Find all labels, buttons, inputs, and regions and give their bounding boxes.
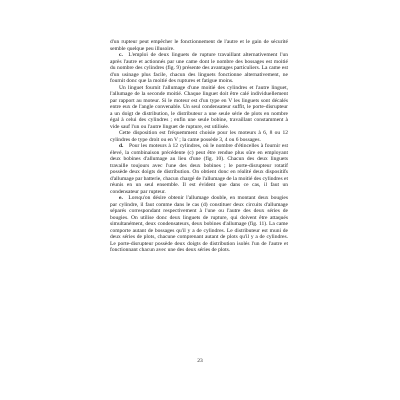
paragraph-4: [110, 130, 288, 143]
paragraph-4-text: Cette disposition est fréquemment choisie pour les moteurs à 6, 8 ou 12 cylindres de type droit ou en V ; la came possède 3, 4 ou 6 bossages.: [110, 130, 288, 143]
paragraph-3-text: Un linguet fournit l'allumage d'une moitié des cylindres et l'autre linguet, l'allumage de la seconde moitié. Chaque linguet doit être calé individuellement par rapport au moteur. Si le moteur est d'un type en V les linguets sont décalés entre eux de l'angle convenable. Un seul condensateur suffit, le porte-disrupteur a un doigt de distribution, le distributeur a une seule série de plots en nombre égal à celui des cylindres ; enfin une seule bobine, travaillant constamment à vide sauf l'un ou l'autre linguet de rupture, est utilisée.: [110, 84, 288, 130]
paragraph-1-text: d'un rupteur peut empêcher le fonctionnement de l'autre et le gain de sécurité semble quelque peu illusoire.: [110, 39, 288, 52]
paragraph-e: [110, 195, 288, 254]
paragraph-d-label: d.: [119, 143, 124, 149]
paragraph-c-label: c.: [119, 52, 123, 58]
paragraph-c-text: L'emploi de deux linguets de rupture travaillant alternativement l'un après l'autre et actionnés par une came dont le nombre des bossages est moitié du nombre des cylindres (fig. 9) présente des avantages particuliers. La came est d'un usinage plus facile, chacun des linguets fonctionne alternativement, ne fournit donc que la moitié des ruptures et fatigue moins.: [110, 52, 288, 84]
body-text: [110, 39, 288, 254]
paragraph-e-label: e.: [119, 195, 123, 201]
paragraph-c: [110, 52, 288, 85]
paragraph-d-text: Pour les moteurs à 12 cylindres, où le nombre d'étincelles à fournir est élevé, la combinaison précédente (c) peut être rendue plus sûre en employant deux bobines d'allumage au lieu d'une (fig. 10). Chacun des deux linguets travaille toujours avec l'une des deux bobines ; le porte-disrupteur rotatif possède deux doigts de distribution. On obtient donc en réalité deux dispositifs d'allumage par batterie, chacun chargé de l'allumage de la moitié des cylindres et réunis en un seul ensemble. Il est évident que dans ce cas, il faut un condensateur par rupteur.: [110, 143, 288, 195]
paragraph-3: [110, 85, 288, 131]
paragraph-1: [110, 39, 288, 52]
paragraph-e-text: Lorsqu'on désire obtenir l'allumage double, en montant deux bougies par cylindre, il faut comme dans le cas (d) constituer deux circuits d'allumage séparés correspondant respectivement à l'une ou l'autre des deux séries de bougies. On utilise donc deux linguets de rupture, qui doivent être attaqués simultanément, deux condensateurs, deux bobines d'allumage (fig. 11). La came comporte autant de bossages qu'il y a de cylindres. Le distributeur est muni de deux séries de plots, chacune comprenant autant de plots qu'il y a de cylindres. Le porte-disrupteur possède deux doigts de distribution isolés l'un de l'autre et fonctionnant chacun avec une des deux séries de plots.: [110, 195, 288, 253]
paragraph-d: [110, 143, 288, 195]
page-number: 23: [197, 358, 203, 364]
